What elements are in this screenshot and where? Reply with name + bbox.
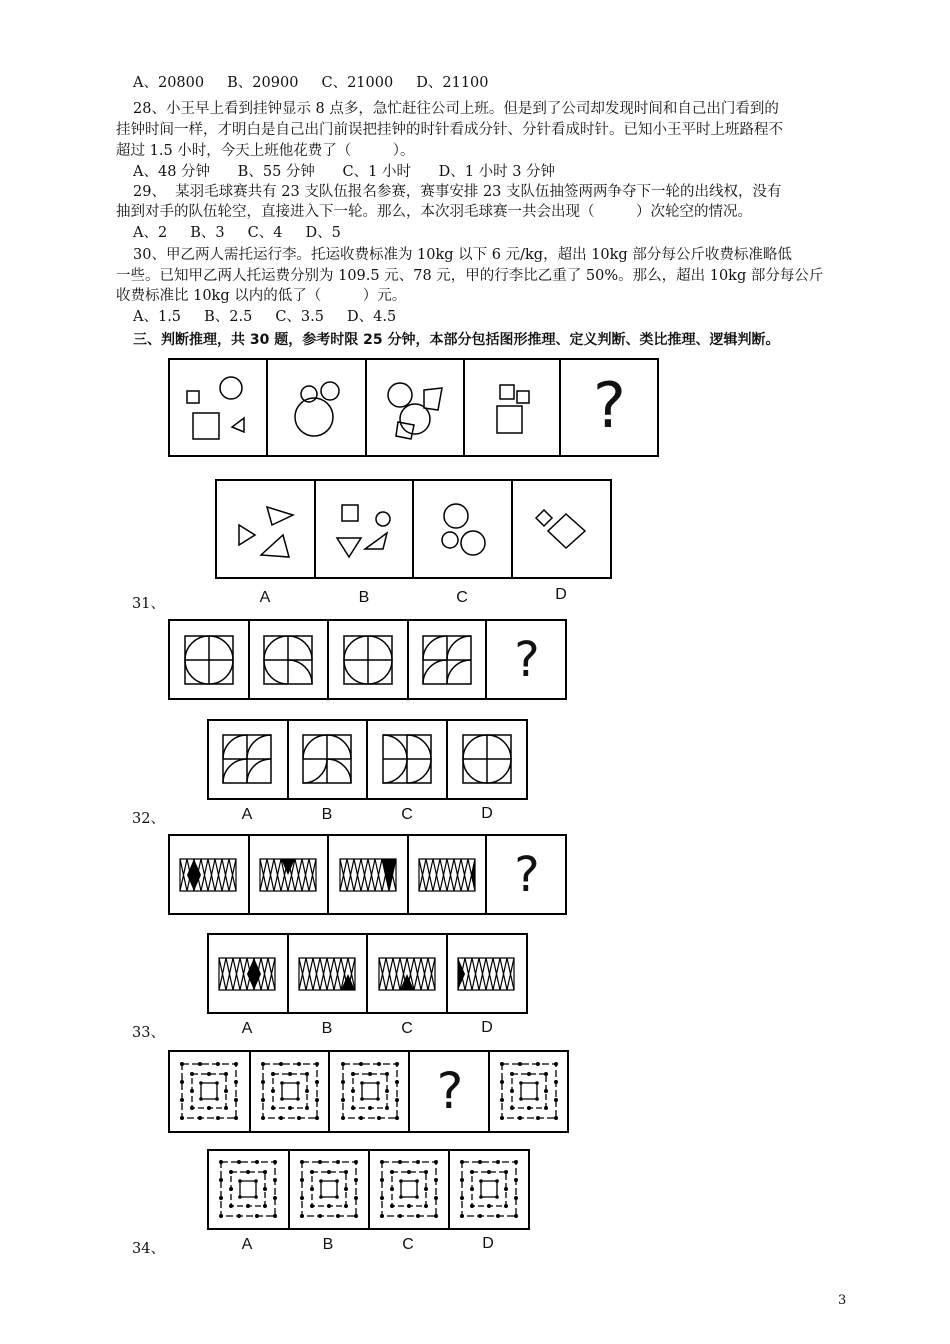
q31-number: 31、 bbox=[132, 596, 165, 612]
q34-question-figure bbox=[168, 1050, 570, 1134]
q33-option-c[interactable]: C bbox=[401, 1020, 413, 1037]
q31-option-b[interactable]: B bbox=[358, 589, 370, 606]
q31-option-a[interactable]: A bbox=[259, 589, 271, 606]
q33-option-a[interactable]: A bbox=[241, 1020, 253, 1037]
q27-options: A、20800 B、20900 C、21000 D、21100 bbox=[133, 75, 489, 91]
q28-line2: 挂钟时间一样，才明白是自己出门前误把挂钟的时针看成分针、分针看成时针。已知小王平时上班路程不 bbox=[116, 122, 783, 138]
page-number: 3 bbox=[838, 1293, 847, 1308]
q34-question-mark: ? bbox=[436, 1062, 464, 1120]
q29-line2: 抽到对手的队伍轮空，直接进入下一轮。那么，本次羽毛球赛一共会出现（ ）次轮空的情况。 bbox=[116, 204, 752, 220]
q34-option-d[interactable]: D bbox=[482, 1235, 494, 1252]
q32-option-a[interactable]: A bbox=[241, 806, 253, 823]
q33-option-b[interactable]: B bbox=[321, 1020, 333, 1037]
q34-option-b[interactable]: B bbox=[322, 1236, 334, 1253]
q34-option-c[interactable]: C bbox=[402, 1236, 414, 1253]
q33-question-mark: ? bbox=[514, 847, 540, 903]
q30-options: A、1.5 B、2.5 C、3.5 D、4.5 bbox=[133, 309, 397, 325]
q34-number: 34、 bbox=[132, 1241, 165, 1257]
q31-question-mark: ? bbox=[593, 369, 626, 442]
q32-options-figure bbox=[207, 719, 529, 801]
q28-line1: 28、小王早上看到挂钟显示 8 点多，急忙赶往公司上班。但是到了公司却发现时间和自己出门看到的 bbox=[133, 101, 779, 117]
q28-options: A、48 分钟 B、55 分钟 C、1 小时 D、1 小时 3 分钟 bbox=[133, 164, 556, 180]
q29-line1: 29、 某羽毛球赛共有 23 支队伍报名参赛，赛事安排 23 支队伍抽签两两争夺下一轮的出线权，没有 bbox=[133, 184, 782, 200]
q30-line2: 一些。已知甲乙两人托运费分别为 109.5 元、78 元，甲的行李比乙重了 50%。那么，超出 10kg 部分每公斤 bbox=[116, 268, 824, 284]
section-heading: 三、判断推理，共 30 题，参考时限 25 分钟，本部分包括图形推理、定义判断、类比推理、逻辑判断。 bbox=[133, 332, 780, 348]
q31-options-figure bbox=[215, 479, 613, 580]
q34-options-figure bbox=[207, 1149, 531, 1231]
q33-option-d[interactable]: D bbox=[481, 1019, 493, 1036]
q29-options: A、2 B、3 C、4 D、5 bbox=[133, 225, 341, 241]
q33-number: 33、 bbox=[132, 1025, 165, 1041]
q32-option-b[interactable]: B bbox=[321, 806, 333, 823]
q28-line3: 超过 1.5 小时，今天上班他花费了（ ）。 bbox=[116, 143, 415, 159]
q31-option-c[interactable]: C bbox=[456, 589, 468, 606]
q30-line1: 30、甲乙两人需托运行李。托运收费标准为 10kg 以下 6 元/kg，超出 10kg 部分每公斤收费标准略低 bbox=[133, 247, 792, 263]
q33-options-figure bbox=[207, 933, 529, 1015]
q31-option-d[interactable]: D bbox=[555, 586, 567, 603]
q32-option-d[interactable]: D bbox=[481, 805, 493, 822]
q32-option-c[interactable]: C bbox=[401, 806, 413, 823]
q30-line3: 收费标准比 10kg 以内的低了（ ）元。 bbox=[116, 288, 407, 304]
q34-option-a[interactable]: A bbox=[241, 1236, 253, 1253]
q32-question-mark: ? bbox=[514, 632, 540, 688]
q32-number: 32、 bbox=[132, 811, 165, 827]
